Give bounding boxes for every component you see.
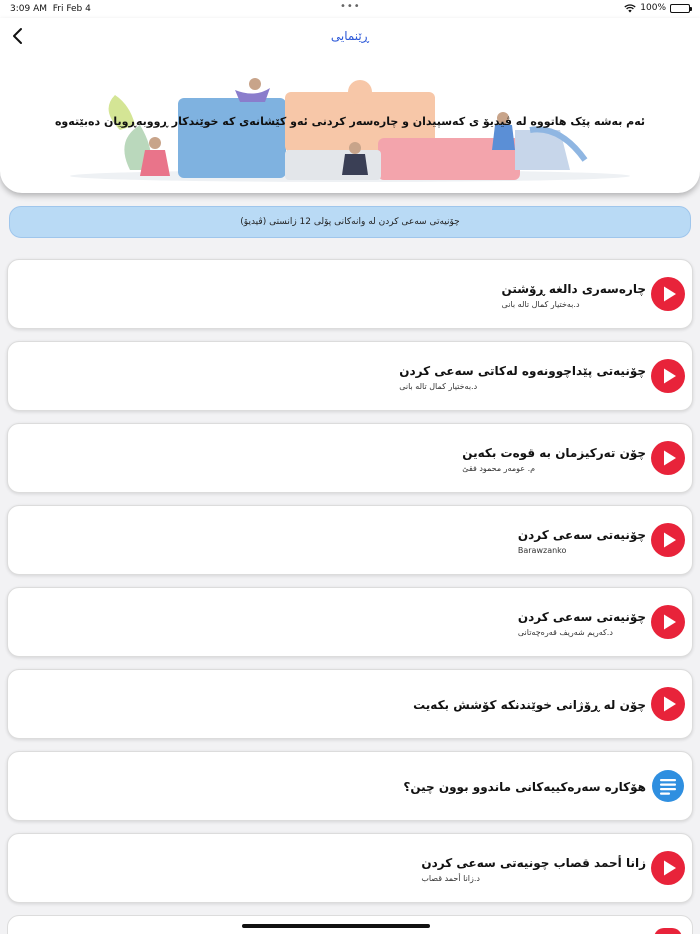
- play-icon[interactable]: [650, 276, 686, 312]
- list-item-title: زانا أحمد قصاب چونیەتی سەعی کردن: [421, 855, 646, 870]
- list-item-title: چۆن لە ڕۆژانی خوێندنکە کۆشش بکەیت: [413, 698, 646, 712]
- article-icon[interactable]: [650, 768, 686, 804]
- play-icon[interactable]: [654, 928, 682, 934]
- list-item-title: چۆن تەرکیزمان بە قوەت بکەین: [462, 445, 646, 460]
- list-item[interactable]: [7, 505, 693, 575]
- list-item-subtitle: د.بەختیار کمال تالە بانی: [501, 299, 580, 309]
- list-item-title: چۆنیەتی سەعی کردن: [517, 609, 646, 624]
- list-item[interactable]: [7, 423, 693, 493]
- play-icon[interactable]: [650, 440, 686, 476]
- list-item[interactable]: [7, 341, 693, 411]
- list-item-title: چۆنیەتی پێداچوونەوە لەکاتی سەعی کردن: [399, 363, 646, 378]
- list-item-subtitle: د.بەختیار کمال تالە بانی: [399, 381, 478, 391]
- play-icon[interactable]: [650, 850, 686, 886]
- status-bar: [0, 0, 700, 18]
- hero-description: ئەم بەشە پێک هاتووە لە ڤیدیۆ ی کەسپیدان و چارەسەر کردنی ئەو کێشانەی کە خوێندکار ڕووبەڕویان دەبێتەوە: [54, 115, 646, 128]
- battery-percent: 100%: [640, 3, 666, 13]
- list-item[interactable]: [7, 259, 693, 329]
- multitasking-dots-icon[interactable]: •••: [340, 1, 361, 12]
- section-banner-label: چۆنیەتی سەعی کردن لە وانەکانی پۆلی 12 زانستی (ڤیدیۆ): [240, 217, 460, 227]
- list-item[interactable]: [7, 587, 693, 657]
- list-item-subtitle: د.زانا أحمد قصاب: [421, 873, 480, 883]
- status-right: [624, 3, 690, 13]
- page-title: ڕێنمایی: [330, 29, 370, 43]
- home-indicator[interactable]: [242, 924, 430, 928]
- list-item-subtitle: Barawzanko: [517, 545, 567, 555]
- play-icon[interactable]: [650, 358, 686, 394]
- list-item[interactable]: [7, 833, 693, 903]
- play-icon[interactable]: [650, 604, 686, 640]
- list-item-title: چارەسەری دالغە ڕۆشتن: [501, 281, 646, 296]
- list-item[interactable]: [7, 669, 693, 739]
- section-banner[interactable]: [9, 206, 691, 238]
- list-item-subtitle: م. عومەر محمود فقێ: [462, 463, 536, 473]
- battery-icon: [670, 4, 690, 13]
- status-time: 3:09 AM Fri Feb 4: [10, 4, 91, 14]
- list-item-title: هۆکارە سەرەکییەکانی ماندوو بوون چین؟: [403, 780, 646, 794]
- video-list: [7, 259, 693, 915]
- list-item-subtitle: د.کەریم شەریف قەرەچەتانی: [517, 627, 613, 637]
- play-icon[interactable]: [650, 686, 686, 722]
- list-item-title: چۆنیەتی سەعی کردن: [517, 527, 646, 542]
- play-icon[interactable]: [650, 522, 686, 558]
- wifi-icon: [624, 4, 636, 13]
- list-item[interactable]: [7, 751, 693, 821]
- header-card: [0, 18, 700, 193]
